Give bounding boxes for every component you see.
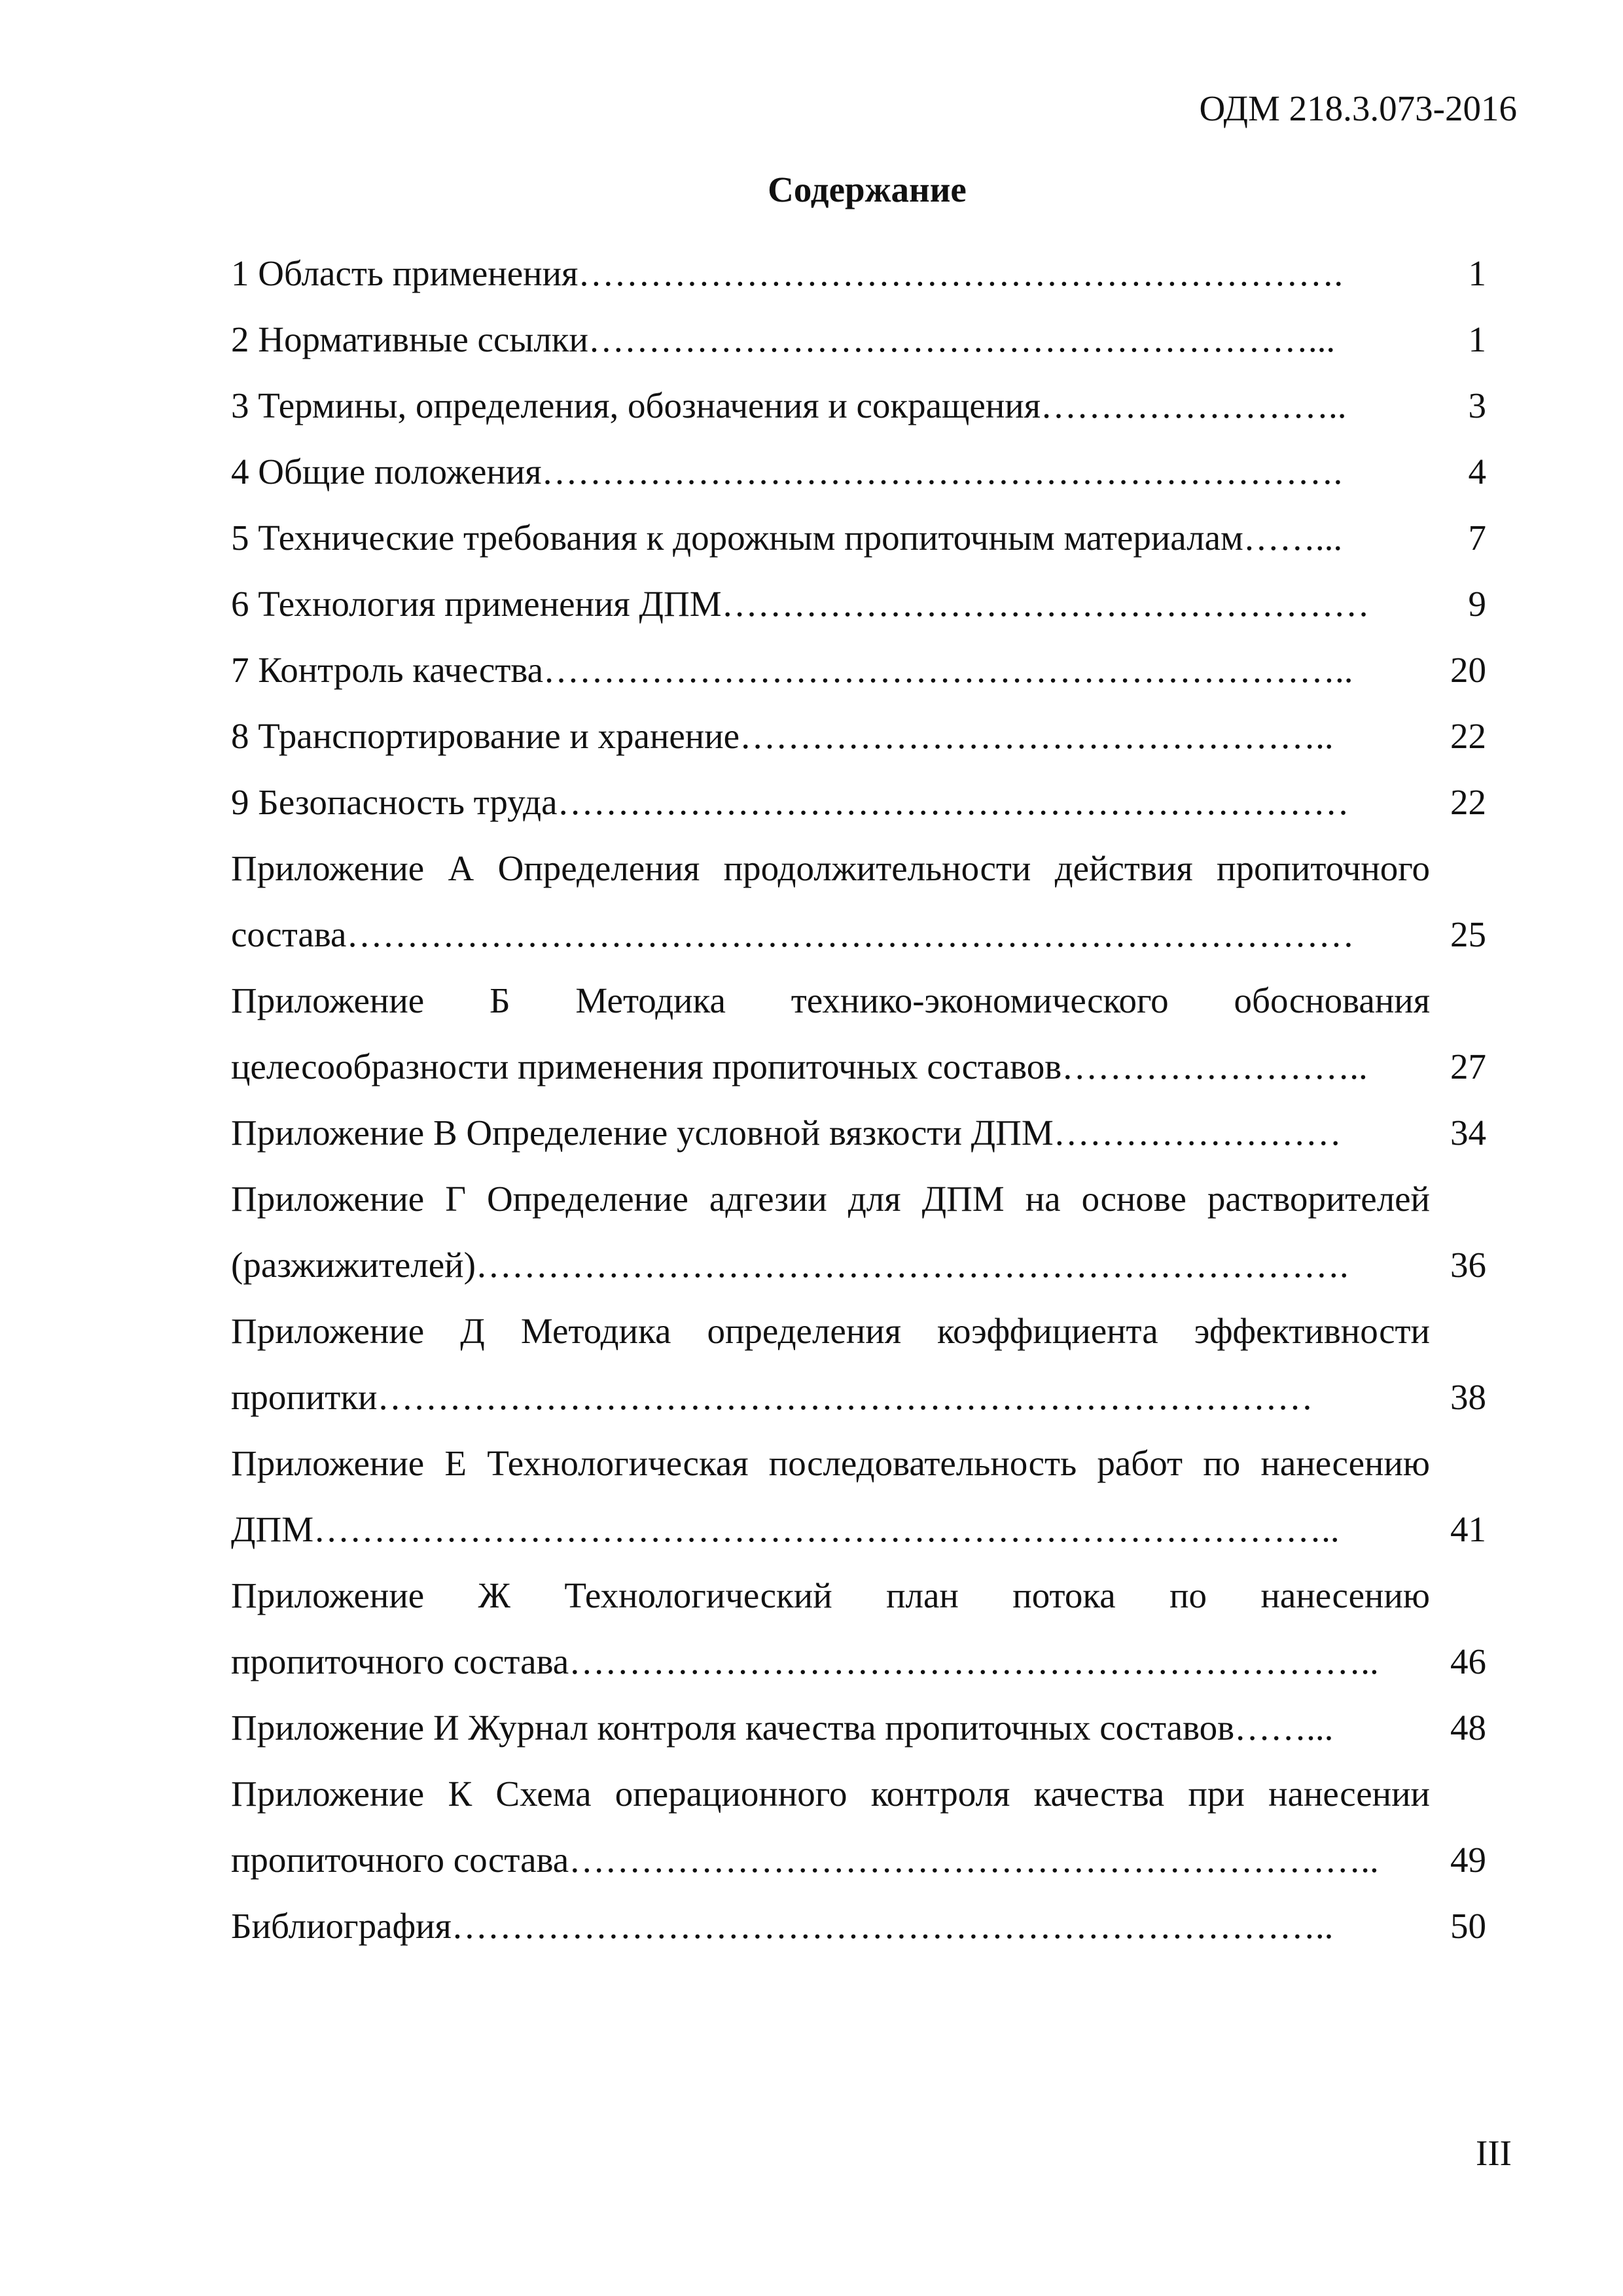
toc-line xyxy=(231,717,1503,783)
toc-entry xyxy=(231,1312,1503,1444)
toc-entry-text: ДПМ………………………………………………………………………….. xyxy=(231,1510,1340,1549)
toc-page-number: 34 xyxy=(1450,1113,1486,1153)
toc-entry-text: Приложение Г Определение адгезии для ДПМ на основе растворителей xyxy=(231,1179,1430,1219)
toc-line xyxy=(231,1642,1503,1708)
toc-entry xyxy=(231,1576,1503,1708)
toc-entry-text: 2 Нормативные ссылки……………………………………………………... xyxy=(231,320,1336,359)
toc-entry-text: 1 Область применения………………………………………………………. xyxy=(231,254,1344,293)
toc-line xyxy=(231,452,1503,518)
toc-line xyxy=(231,651,1503,717)
toc-line xyxy=(231,1179,1503,1246)
toc-entry-text: целесообразности применения пропиточных составов…………………….. xyxy=(231,1047,1368,1086)
toc-entry-text: Библиография……………………………………………………………….. xyxy=(231,1907,1334,1946)
toc-page-number: 7 xyxy=(1468,518,1486,558)
toc-entry-text: пропиточного состава………………………………………………………….. xyxy=(231,1840,1379,1880)
toc-page-number: 49 xyxy=(1450,1840,1486,1880)
toc-line xyxy=(231,1312,1503,1378)
toc-page-number: 48 xyxy=(1450,1708,1486,1748)
toc-entry xyxy=(231,1907,1503,1973)
toc-entry-text: Приложение В Определение условной вязкости ДПМ…………………… xyxy=(231,1113,1342,1153)
toc-line xyxy=(231,254,1503,320)
toc-line xyxy=(231,1378,1503,1444)
toc-entry-text: 9 Безопасность труда………………………………………………………… xyxy=(231,783,1349,822)
toc-page-number: 50 xyxy=(1450,1906,1486,1946)
toc-page-number: 46 xyxy=(1450,1641,1486,1681)
toc-entry xyxy=(231,981,1503,1113)
toc-page-number: 9 xyxy=(1468,584,1486,624)
toc-entry xyxy=(231,1179,1503,1312)
toc-entry xyxy=(231,717,1503,783)
toc-page-number: 22 xyxy=(1450,716,1486,756)
toc-entry xyxy=(231,1444,1503,1576)
toc-entry xyxy=(231,386,1503,452)
toc-page-number: 41 xyxy=(1450,1509,1486,1549)
toc-page-number: 36 xyxy=(1450,1245,1486,1285)
toc-entry xyxy=(231,320,1503,386)
toc-line xyxy=(231,1576,1503,1642)
toc-entry-text: 7 Контроль качества………………………………………………………….. xyxy=(231,651,1353,690)
toc-line xyxy=(231,1444,1503,1510)
toc-entry-text: 6 Технология применения ДПМ……………………………………………… xyxy=(231,584,1370,624)
toc-line xyxy=(231,1840,1503,1907)
toc-page-number: 1 xyxy=(1468,319,1486,359)
toc-line xyxy=(231,518,1503,584)
document-code: ОДМ 218.3.073-2016 xyxy=(1199,88,1517,128)
toc-line xyxy=(231,783,1503,849)
toc-entry-text: 3 Термины, определения, обозначения и сокращения…………………….. xyxy=(231,386,1347,425)
toc-entry xyxy=(231,1708,1503,1774)
toc-page-number: 38 xyxy=(1450,1377,1486,1417)
toc-line xyxy=(231,1047,1503,1113)
toc-page-number: 20 xyxy=(1450,650,1486,690)
toc-entry xyxy=(231,651,1503,717)
toc-entry xyxy=(231,1113,1503,1179)
toc-page-number: 1 xyxy=(1468,253,1486,293)
toc-entry-text: Приложение И Журнал контроля качества пропиточных составов……... xyxy=(231,1708,1334,1748)
toc-line xyxy=(231,981,1503,1047)
toc-entry-text: состава………………………………………………………………………… xyxy=(231,915,1355,954)
toc-page-number: 27 xyxy=(1450,1047,1486,1086)
toc-entry-text: Приложение Ж Технологический план потока по нанесению xyxy=(231,1576,1430,1615)
toc-entry xyxy=(231,584,1503,651)
toc-entry-text: Приложение А Определения продолжительности действия пропиточного xyxy=(231,849,1430,888)
toc-entry-text: Приложение К Схема операционного контроля качества при нанесении xyxy=(231,1774,1430,1814)
toc-line xyxy=(231,386,1503,452)
toc-line xyxy=(231,1708,1503,1774)
toc-entry-text: Приложение Б Методика технико-экономического обоснования xyxy=(231,981,1430,1020)
toc-line xyxy=(231,320,1503,386)
toc-entry xyxy=(231,849,1503,981)
toc-page-number: 25 xyxy=(1450,914,1486,954)
toc-line xyxy=(231,1113,1503,1179)
table-of-contents xyxy=(231,254,1503,1973)
toc-entry xyxy=(231,518,1503,584)
toc-page-number: 4 xyxy=(1468,452,1486,492)
toc-entry-text: (разжижителей)………………………………………………………………. xyxy=(231,1246,1349,1285)
toc-entry xyxy=(231,254,1503,320)
toc-entry-text: 8 Транспортирование и хранение………………………………………….. xyxy=(231,717,1334,756)
toc-line xyxy=(231,584,1503,651)
page-title: Содержание xyxy=(768,170,967,209)
toc-entry-text: Приложение Е Технологическая последовательность работ по нанесению xyxy=(231,1444,1430,1483)
toc-entry-text: пропиточного состава………………………………………………………….. xyxy=(231,1642,1379,1681)
toc-entry-text: пропитки…………………………………………………………………… xyxy=(231,1378,1313,1417)
toc-line xyxy=(231,849,1503,915)
toc-entry-text: 5 Технические требования к дорожным пропиточным материалам……... xyxy=(231,518,1343,558)
page-number: III xyxy=(1476,2133,1512,2173)
toc-line xyxy=(231,915,1503,981)
toc-line xyxy=(231,1246,1503,1312)
toc-entry-text: 4 Общие положения…………………………………………………………. xyxy=(231,452,1343,492)
toc-entry xyxy=(231,1774,1503,1907)
toc-entry xyxy=(231,452,1503,518)
toc-line xyxy=(231,1774,1503,1840)
toc-line xyxy=(231,1510,1503,1576)
toc-page-number: 3 xyxy=(1468,386,1486,425)
toc-page-number: 22 xyxy=(1450,782,1486,822)
toc-line xyxy=(231,1907,1503,1973)
toc-entry xyxy=(231,783,1503,849)
toc-entry-text: Приложение Д Методика определения коэффициента эффективности xyxy=(231,1312,1430,1351)
